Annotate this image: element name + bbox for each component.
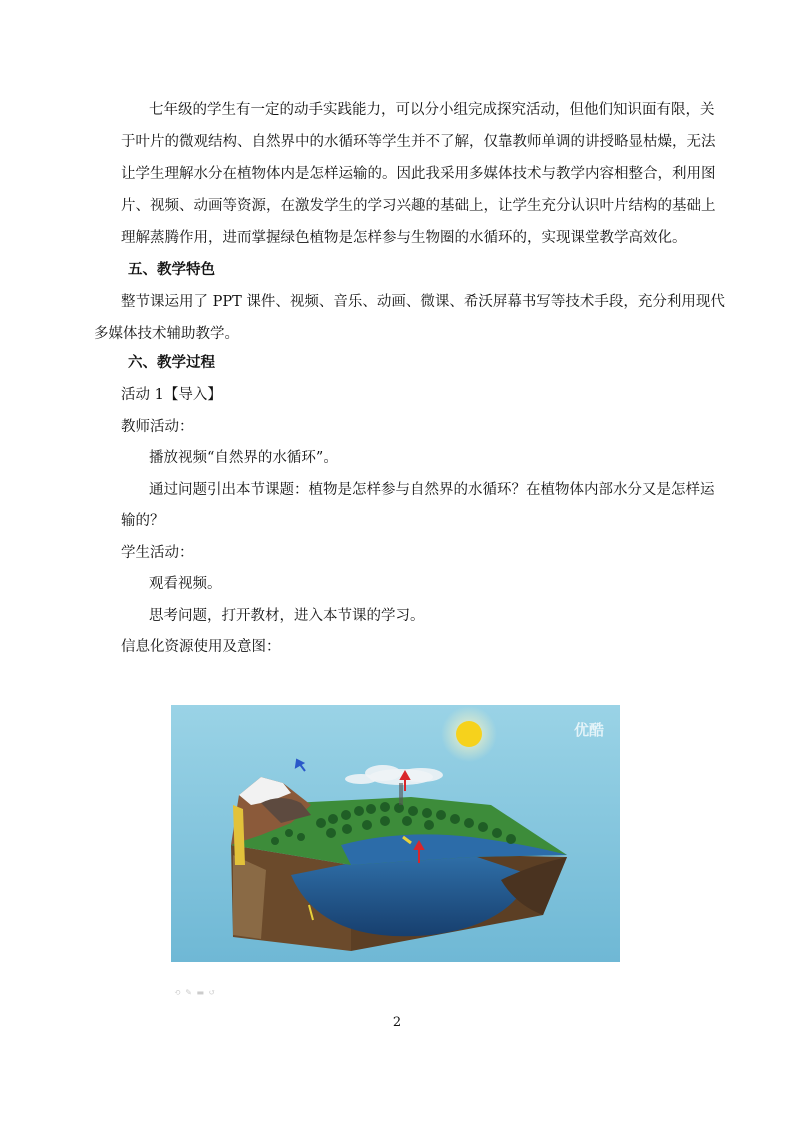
activity-label: 活动 1【导入】 — [121, 387, 222, 403]
paragraph-line: 通过问题引出本节课题：植物是怎样参与自然界的水循环？在植物体内部水分又是怎样运 — [149, 482, 715, 498]
section-heading: 五、教学特色 — [128, 261, 215, 278]
paragraph-line: 整节课运用了 PPT 课件、视频、音乐、动画、微课、希沃屏幕书写等技术手段，充分利用现代 — [121, 294, 725, 310]
youku-watermark: 优酷 — [573, 721, 605, 739]
paragraph-line: 观看视频。 — [149, 576, 222, 592]
paragraph-line: 让学生理解水分在植物体内是怎样运输的。因此我采用多媒体技术与教学内容相整合，利用图 — [121, 166, 716, 182]
resource-label: 信息化资源使用及意图： — [121, 639, 281, 655]
water-cycle-image — [171, 705, 620, 962]
teacher-activity-label: 教师活动： — [121, 419, 194, 435]
paragraph-line: 片、视频、动画等资源，在激发学生的学习兴趣的基础上，让学生充分认识叶片结构的基础上 — [121, 198, 716, 214]
student-activity-label: 学生活动： — [121, 545, 194, 561]
paragraph-line: 多媒体技术辅助教学。 — [94, 326, 239, 342]
paragraph-line: 七年级的学生有一定的动手实践能力，可以分小组完成探究活动，但他们知识面有限，关 — [149, 102, 715, 118]
paragraph-line: 理解蒸腾作用，进而掌握绿色植物是怎样参与生物圈的水循环的，实现课堂教学高效化。 — [121, 230, 687, 246]
faint-mark: ⟲ ✎ ▬ ↺ — [174, 988, 217, 997]
page-number: 2 — [392, 1015, 402, 1030]
section-heading: 六、教学过程 — [128, 354, 215, 371]
paragraph-line: 播放视频“自然界的水循环”。 — [149, 450, 338, 466]
paragraph-line: 输的？ — [121, 513, 165, 529]
paragraph-line: 思考问题，打开教材，进入本节课的学习。 — [149, 608, 425, 624]
paragraph-line: 于叶片的微观结构、自然界中的水循环等学生并不了解，仅靠教师单调的讲授略显枯燥，无法 — [121, 134, 716, 150]
sun-icon — [456, 721, 482, 747]
